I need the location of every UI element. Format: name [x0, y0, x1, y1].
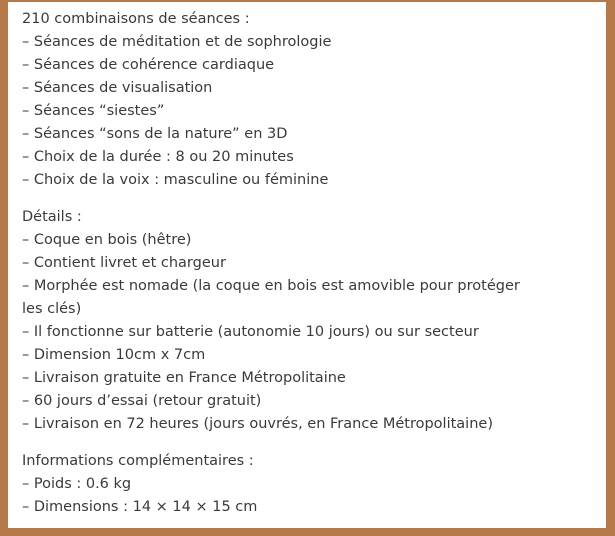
section-spacer: [22, 192, 542, 206]
list-item: – Dimensions : 14 × 14 × 15 cm: [22, 499, 258, 515]
product-details-text: [22, 8, 542, 519]
list-item: – Coque en bois (hêtre): [22, 232, 192, 248]
list-item: – Il fonctionne sur batterie (autonomie 10 jours) ou sur secteur: [22, 324, 479, 340]
list-item: – Séances de visualisation: [22, 80, 213, 96]
list-item: – Poids : 0.6 kg: [22, 476, 132, 492]
list-item: – Contient livret et chargeur: [22, 255, 226, 271]
list-item: – Morphée est nomade (la coque en bois est amovible pour protéger les clés): [22, 278, 520, 317]
section-heading-details: Détails :: [22, 209, 82, 225]
list-item: – Livraison gratuite en France Métropolitaine: [22, 370, 346, 386]
list-item: – Séances de cohérence cardiaque: [22, 57, 275, 73]
list-item: – Séances “sons de la nature” en 3D: [22, 126, 288, 142]
list-item: – Choix de la voix : masculine ou féminine: [22, 172, 329, 188]
list-item: – 60 jours d’essai (retour gratuit): [22, 393, 262, 409]
list-item: – Séances “siestes”: [22, 103, 165, 119]
section-heading-sessions: 210 combinaisons de séances :: [22, 11, 250, 27]
section-spacer: [22, 436, 542, 450]
list-item: – Choix de la durée : 8 ou 20 minutes: [22, 149, 294, 165]
list-item: – Séances de méditation et de sophrologie: [22, 34, 332, 50]
section-heading-additional-info: Informations complémentaires :: [22, 453, 254, 469]
list-item: – Livraison en 72 heures (jours ouvrés, en France Métropolitaine): [22, 416, 493, 432]
product-details-box: [8, 2, 606, 528]
list-item: – Dimension 10cm x 7cm: [22, 347, 206, 363]
